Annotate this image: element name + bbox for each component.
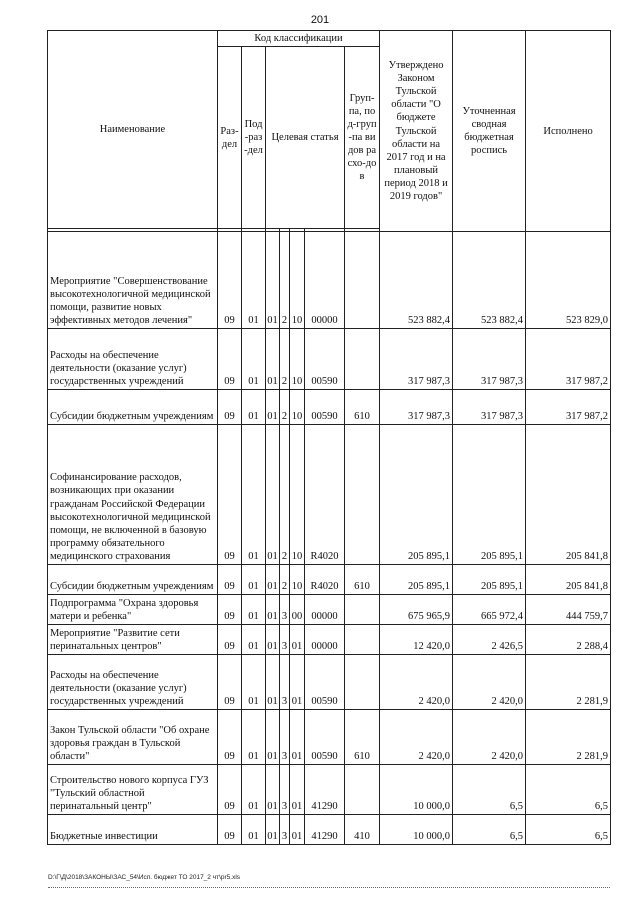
row-executed: 205 841,8 [526, 425, 611, 565]
row-name: Подпрограмма "Охрана здоровья матери и ребенка" [48, 595, 218, 625]
row-section: 09 [218, 329, 242, 390]
budget-table [47, 30, 611, 845]
row-event: 10 [290, 425, 305, 565]
row-name: Мероприятие "Развитие сети перинатальных центров" [48, 625, 218, 655]
row-expense-type: 610 [345, 565, 380, 595]
row-subprogram: 3 [280, 710, 290, 765]
row-event: 01 [290, 765, 305, 815]
row-expense-type [345, 232, 380, 329]
row-event: 00 [290, 595, 305, 625]
table-row [48, 565, 611, 595]
row-event: 01 [290, 625, 305, 655]
row-section: 09 [218, 710, 242, 765]
row-program: 01 [266, 232, 280, 329]
row-expense-type [345, 625, 380, 655]
row-name: Субсидии бюджетным учреждениям [48, 390, 218, 425]
table-row [48, 765, 611, 815]
row-name: Закон Тульской области "Об охране здоровья граждан в Тульской области" [48, 710, 218, 765]
table-body [48, 232, 611, 845]
header-revised: Уточненная сводная бюджетная роспись [453, 31, 526, 232]
row-subprogram: 3 [280, 765, 290, 815]
row-event: 01 [290, 710, 305, 765]
row-program: 01 [266, 625, 280, 655]
row-subprogram: 3 [280, 595, 290, 625]
row-revised: 205 895,1 [453, 565, 526, 595]
row-program: 01 [266, 655, 280, 710]
row-expense-type: 610 [345, 710, 380, 765]
row-expense-type [345, 595, 380, 625]
row-program: 01 [266, 765, 280, 815]
row-direction: 00590 [305, 655, 345, 710]
row-approved: 12 420,0 [380, 625, 453, 655]
header-subsection: Под-раз-дел [242, 47, 266, 229]
row-name: Субсидии бюджетным учреждениям [48, 565, 218, 595]
row-executed: 2 281,9 [526, 710, 611, 765]
row-event: 10 [290, 565, 305, 595]
header-section: Раз-дел [218, 47, 242, 229]
row-subsection: 01 [242, 815, 266, 845]
row-subsection: 01 [242, 425, 266, 565]
row-subprogram: 3 [280, 655, 290, 710]
row-name: Мероприятие "Совершенствование высокотехнологичной медицинской помощи, развитие новых эффективных методов лечения" [48, 232, 218, 329]
footer-rule [48, 887, 610, 888]
footer-path: D:\Г\Д\2018\ЗАКОНЫ\ЗАС_54\Исп. бюджет ТО 2017_2 чт\pr5.xls [48, 874, 241, 881]
row-approved: 523 882,4 [380, 232, 453, 329]
row-expense-type [345, 329, 380, 390]
row-direction: 00590 [305, 329, 345, 390]
row-revised: 665 972,4 [453, 595, 526, 625]
header-approved: Утверждено Законом Тульской области "О бюджете Тульской области на 2017 год и на плановый период 2018 и 2019 годов" [380, 31, 453, 232]
page-number: 201 [310, 14, 330, 26]
row-program: 01 [266, 710, 280, 765]
row-direction: 00000 [305, 625, 345, 655]
header-executed: Исполнено [526, 31, 611, 232]
row-program: 01 [266, 425, 280, 565]
row-program: 01 [266, 595, 280, 625]
table-row [48, 425, 611, 565]
table-row [48, 390, 611, 425]
row-section: 09 [218, 655, 242, 710]
row-name: Расходы на обеспечение деятельности (оказание услуг) государственных учреждений [48, 329, 218, 390]
row-name: Софинансирование расходов, возникающих при оказании гражданам Российской Федерации высокотехнологичной медицинской помощи, не включенной в базовую программу обязательного медицинского страхования [48, 425, 218, 565]
row-subsection: 01 [242, 625, 266, 655]
row-section: 09 [218, 390, 242, 425]
row-subprogram: 2 [280, 329, 290, 390]
row-direction: R4020 [305, 565, 345, 595]
row-subsection: 01 [242, 232, 266, 329]
row-event: 10 [290, 390, 305, 425]
row-approved: 2 420,0 [380, 655, 453, 710]
row-section: 09 [218, 232, 242, 329]
row-section: 09 [218, 625, 242, 655]
row-executed: 2 288,4 [526, 625, 611, 655]
row-approved: 205 895,1 [380, 425, 453, 565]
row-program: 01 [266, 390, 280, 425]
row-subprogram: 3 [280, 625, 290, 655]
row-direction: 41290 [305, 815, 345, 845]
row-direction: 00000 [305, 595, 345, 625]
row-executed: 205 841,8 [526, 565, 611, 595]
row-section: 09 [218, 425, 242, 565]
row-event: 10 [290, 329, 305, 390]
row-name: Расходы на обеспечение деятельности (оказание услуг) государственных учреждений [48, 655, 218, 710]
row-event: 01 [290, 655, 305, 710]
row-subprogram: 2 [280, 390, 290, 425]
row-executed: 317 987,2 [526, 390, 611, 425]
row-executed: 317 987,2 [526, 329, 611, 390]
row-expense-type [345, 425, 380, 565]
row-revised: 2 420,0 [453, 655, 526, 710]
header-expense-group: Груп-па, под-груп-па видов расхо-дов [345, 47, 380, 229]
header-classification: Код классификации [218, 31, 380, 47]
table-row [48, 329, 611, 390]
row-direction: 00590 [305, 390, 345, 425]
row-direction: 00000 [305, 232, 345, 329]
row-direction: 00590 [305, 710, 345, 765]
row-expense-type [345, 765, 380, 815]
row-revised: 6,5 [453, 765, 526, 815]
row-approved: 2 420,0 [380, 710, 453, 765]
row-section: 09 [218, 565, 242, 595]
row-program: 01 [266, 329, 280, 390]
row-subprogram: 2 [280, 565, 290, 595]
row-expense-type: 410 [345, 815, 380, 845]
row-subsection: 01 [242, 329, 266, 390]
table-header [48, 31, 611, 232]
row-event: 01 [290, 815, 305, 845]
row-program: 01 [266, 815, 280, 845]
row-name: Строительство нового корпуса ГУЗ "Тульский областной перинатальный центр" [48, 765, 218, 815]
row-subsection: 01 [242, 710, 266, 765]
row-subprogram: 3 [280, 815, 290, 845]
row-direction: 41290 [305, 765, 345, 815]
row-revised: 523 882,4 [453, 232, 526, 329]
row-subsection: 01 [242, 595, 266, 625]
row-revised: 2 426,5 [453, 625, 526, 655]
row-revised: 2 420,0 [453, 710, 526, 765]
row-revised: 205 895,1 [453, 425, 526, 565]
row-expense-type: 610 [345, 390, 380, 425]
row-event: 10 [290, 232, 305, 329]
row-program: 01 [266, 565, 280, 595]
row-executed: 6,5 [526, 765, 611, 815]
table-row [48, 625, 611, 655]
table-row [48, 710, 611, 765]
row-subsection: 01 [242, 655, 266, 710]
row-expense-type [345, 655, 380, 710]
row-executed: 444 759,7 [526, 595, 611, 625]
row-subprogram: 2 [280, 232, 290, 329]
row-executed: 523 829,0 [526, 232, 611, 329]
row-subsection: 01 [242, 565, 266, 595]
row-approved: 10 000,0 [380, 815, 453, 845]
row-subsection: 01 [242, 765, 266, 815]
table-row [48, 655, 611, 710]
header-name: Наименование [48, 31, 218, 229]
row-approved: 205 895,1 [380, 565, 453, 595]
row-executed: 6,5 [526, 815, 611, 845]
row-revised: 6,5 [453, 815, 526, 845]
row-name: Бюджетные инвестиции [48, 815, 218, 845]
row-section: 09 [218, 595, 242, 625]
row-section: 09 [218, 815, 242, 845]
row-revised: 317 987,3 [453, 390, 526, 425]
row-executed: 2 281,9 [526, 655, 611, 710]
row-section: 09 [218, 765, 242, 815]
table-row [48, 595, 611, 625]
row-subsection: 01 [242, 390, 266, 425]
row-approved: 317 987,3 [380, 390, 453, 425]
table-row [48, 815, 611, 845]
header-target-article: Целевая статья [266, 47, 345, 229]
row-approved: 675 965,9 [380, 595, 453, 625]
row-approved: 317 987,3 [380, 329, 453, 390]
row-approved: 10 000,0 [380, 765, 453, 815]
row-revised: 317 987,3 [453, 329, 526, 390]
row-direction: R4020 [305, 425, 345, 565]
table-row [48, 232, 611, 329]
row-subprogram: 2 [280, 425, 290, 565]
